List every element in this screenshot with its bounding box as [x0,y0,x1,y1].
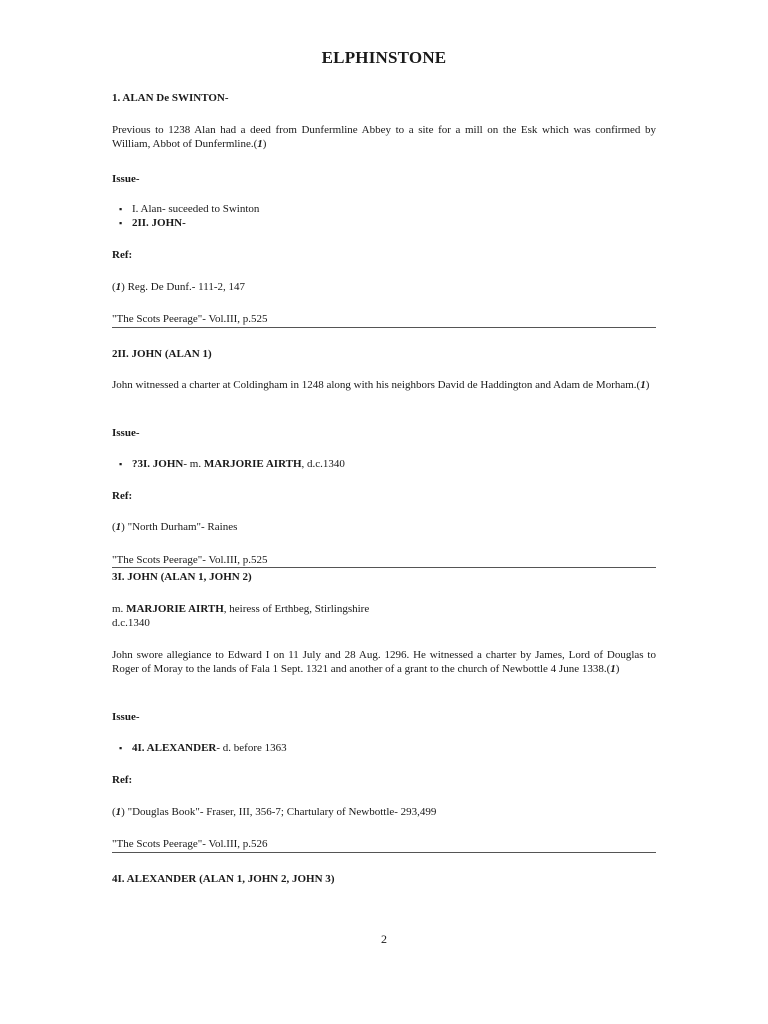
page-number: 2 [381,932,387,946]
section-heading-john: 2II. JOHN (ALAN 1) [112,348,212,360]
section-heading-alexander: 4I. ALEXANDER (ALAN 1, JOHN 2, JOHN 3) [112,873,335,885]
source-citation: "The Scots Peerage"- Vol.III, p.525 [112,554,268,566]
ref-label: Ref: [112,490,133,502]
ref-label: Ref: [112,774,133,786]
issue-label: Issue- [112,427,140,439]
list-item: ▪ ?3I. JOHN- m. MARJORIE AIRTH, d.c.1340 [119,458,345,470]
bullet-icon: ▪ [119,204,123,214]
source-citation: "The Scots Peerage"- Vol.III, p.525 [112,313,268,325]
marriage-line: m. MARJORIE AIRTH, heiress of Erthbeg, Stirlingshire [112,603,370,615]
list-item: ▪ 4I. ALEXANDER- d. before 1363 [119,742,287,754]
bullet-icon: ▪ [119,743,123,753]
section-heading-alan: 1. ALAN De SWINTON- [112,92,229,104]
section-divider [112,327,656,328]
section-divider [112,852,656,853]
section-heading-john-3: 3I. JOHN (ALAN 1, JOHN 2) [112,571,252,583]
ref-label: Ref: [112,249,133,261]
bullet-icon: ▪ [119,218,123,228]
page-title: ELPHINSTONE [321,48,447,67]
bullet-icon: ▪ [119,459,123,469]
section-divider [112,567,656,568]
source-citation: "The Scots Peerage"- Vol.III, p.526 [112,838,268,850]
section-paragraph-john-3: John swore allegiance to Edward I on 11 July and 28 Aug. 1296. He witnessed a charter by James, Lord of Douglas to Roger of Moray to the lands of Fala 1 Sept. 1321 and another of a grant to the church of Newbottle 4 June 1338.(1) [112,649,656,675]
issue-label: Issue- [112,711,140,723]
list-item: ▪ 2II. JOHN- [119,217,186,229]
section-paragraph-alan: Previous to 1238 Alan had a deed from Dunfermline Abbey to a site for a mill on the Esk which was confirmed by William, Abbot of Dunfermline.(1) [112,124,656,150]
reference-item: (1) "North Durham"- Raines [112,521,238,533]
list-item: ▪ I. Alan- suceeded to Swinton [119,203,260,215]
section-paragraph-john: John witnessed a charter at Coldingham in 1248 along with his neighbors David de Haddington and Adam de Morham.(1) [112,379,650,391]
death-date: d.c.1340 [112,617,150,629]
issue-label: Issue- [112,173,140,185]
reference-item: (1) "Douglas Book"- Fraser, III, 356-7; Chartulary of Newbottle- 293,499 [112,806,437,818]
reference-item: (1) Reg. De Dunf.- 111-2, 147 [112,281,245,293]
